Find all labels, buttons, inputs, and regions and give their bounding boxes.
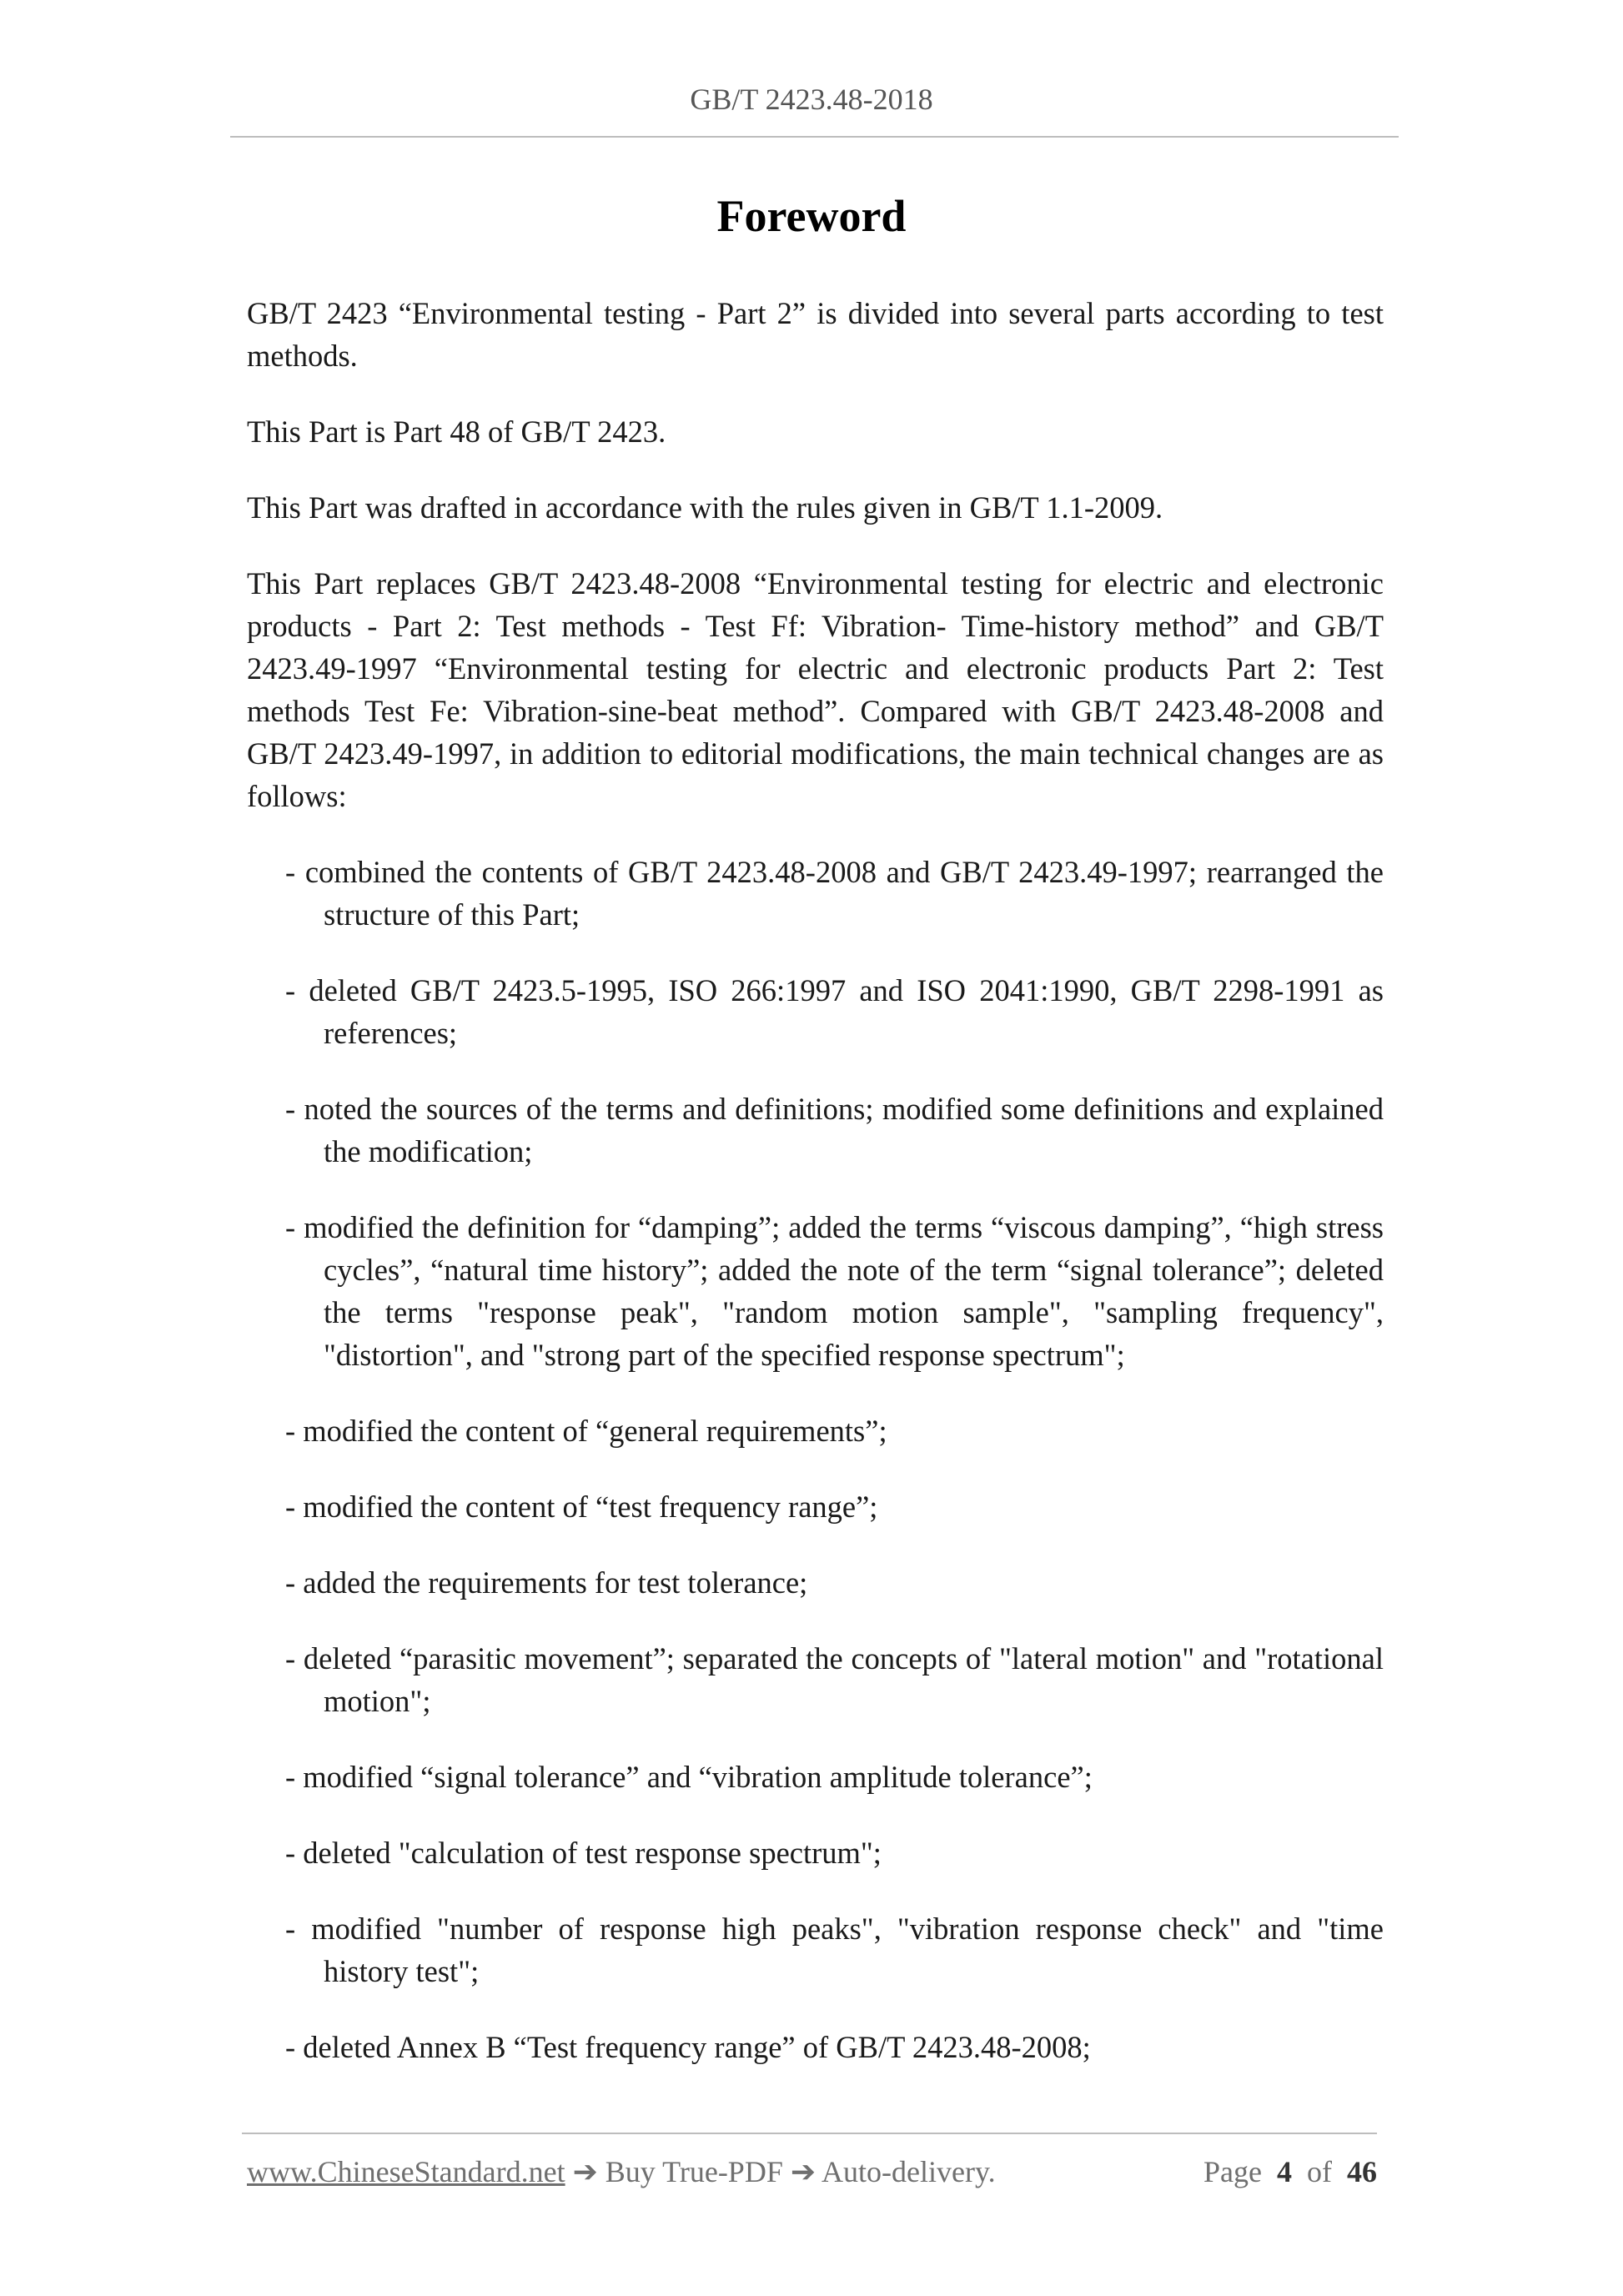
list-item: - deleted “parasitic movement”; separated the concepts of "lateral motion" and "rotational motion"; — [285, 1641, 1384, 1718]
list-item: - added the requirements for test tolerance; — [285, 1565, 808, 1600]
footer-promo — [247, 2154, 996, 2189]
page-label: Page — [1203, 2155, 1262, 2188]
list-item: - combined the contents of GB/T 2423.48-2008 and GB/T 2423.49-1997; rearranged the structure of this Part; — [285, 855, 1384, 932]
auto-delivery-text: Auto-delivery. — [822, 2155, 996, 2188]
list-item: - modified the definition for “damping”; added the terms “viscous damping”, “high stress cycles”, “natural time history”; added the note of the term “signal tolerance”; deleted the terms "response peak", "random motion sample", "sampling frequency", "distortion", and "strong part of the specified response spectrum"; — [285, 1210, 1384, 1372]
list-item: - deleted GB/T 2423.5-1995, ISO 266:1997 and ISO 2041:1990, GB/T 2298-1991 as references; — [285, 973, 1384, 1050]
page-total: 46 — [1347, 2155, 1377, 2188]
list-item: - noted the sources of the terms and definitions; modified some definitions and explained the modification; — [285, 1092, 1384, 1168]
list-item: - modified the content of “test frequency range”; — [285, 1490, 878, 1524]
site-link[interactable]: www.ChineseStandard.net — [247, 2155, 565, 2188]
arrow-right-icon: ➔ — [572, 2155, 598, 2188]
page-title: Foreword — [716, 191, 907, 241]
header-doc-id: GB/T 2423.48-2018 — [690, 83, 933, 116]
page-current: 4 — [1277, 2155, 1292, 2188]
paragraph: This Part was drafted in accordance with the rules given in GB/T 1.1-2009. — [247, 490, 1163, 525]
list-item: - modified “signal tolerance” and “vibration amplitude tolerance”; — [285, 1760, 1093, 1794]
paragraph: This Part replaces GB/T 2423.48-2008 “Environmental testing for electric and electronic products - Part 2: Test methods - Test Ff: Vibration- Time-history method” and GB/T 2423.49-1997 “Environmental testing for electric and electronic products Part 2: Test methods Test Fe: Vibration-sine-beat method”. Compared with GB/T 2423.48-2008 and GB/T 2423.49-1997, in addition to editorial modifications, the main technical changes are as follows: — [247, 566, 1384, 813]
of-label: of — [1307, 2155, 1332, 2188]
paragraph: GB/T 2423 “Environmental testing - Part 2” is divided into several parts according to test methods. — [247, 296, 1384, 373]
list-item: - deleted "calculation of test response spectrum"; — [285, 1836, 882, 1870]
list-item: - modified "number of response high peaks", "vibration response check" and "time history test"; — [285, 1912, 1384, 1988]
arrow-right-icon: ➔ — [790, 2155, 817, 2188]
list-item: - deleted Annex B “Test frequency range” of GB/T 2423.48-2008; — [285, 2030, 1091, 2064]
header-divider — [230, 136, 1399, 138]
footer-divider — [242, 2133, 1377, 2134]
page-indicator — [1203, 2154, 1377, 2189]
paragraph: This Part is Part 48 of GB/T 2423. — [247, 414, 666, 449]
document-body — [247, 292, 1384, 2102]
list-item: - modified the content of “general requirements”; — [285, 1414, 887, 1448]
buy-true-pdf-text: Buy True-PDF — [605, 2155, 783, 2188]
